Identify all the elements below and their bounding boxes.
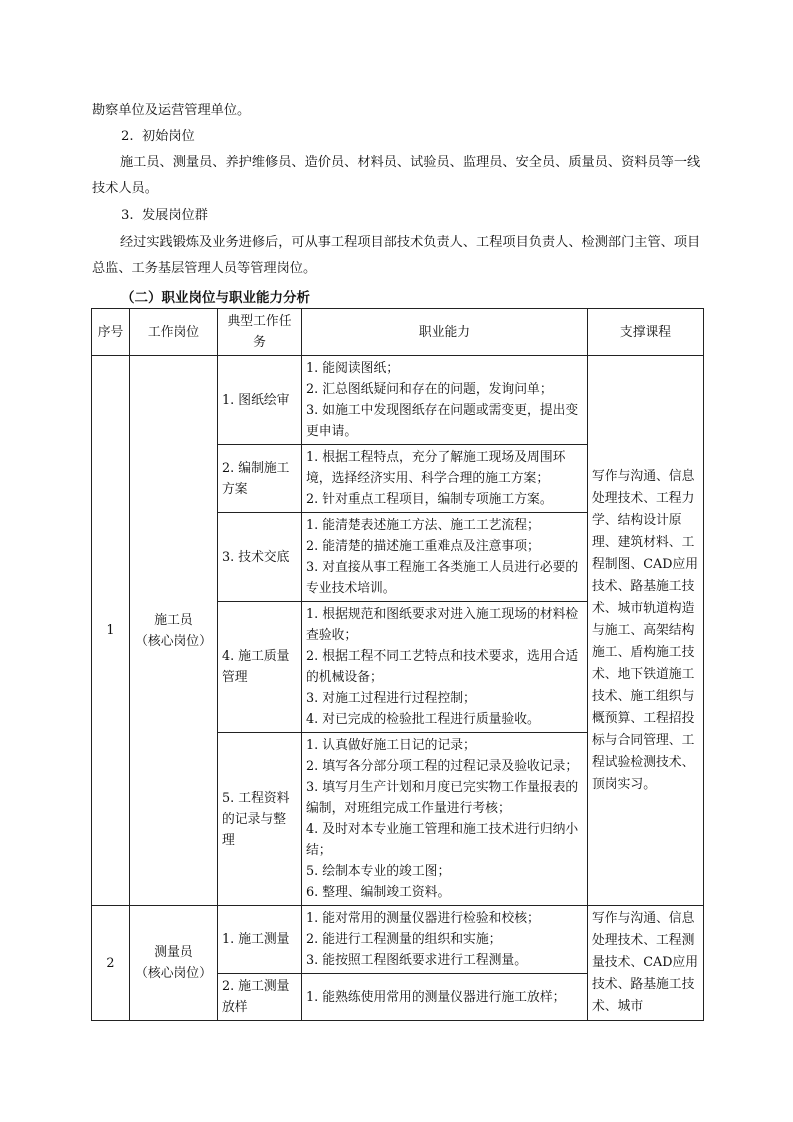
ability-item: 2. 针对重点工程项目，编制专项施工方案。 [306, 492, 553, 507]
ability-item: 2. 能进行工程测量的组织和实施； [306, 932, 502, 947]
seq-cell: 2 [92, 906, 130, 1021]
ability-item: 5. 绘制本专业的竣工图； [306, 864, 451, 879]
header-seq: 序号 [92, 309, 130, 356]
ability-cell [302, 733, 588, 906]
intro-line: 勘察单位及运营管理单位。 [92, 103, 251, 118]
header-task: 典型工作任务 [218, 309, 302, 356]
ability-item: 1. 能清楚表述施工方法、施工工艺流程； [306, 518, 540, 533]
position-cell [130, 906, 218, 1021]
ability-item: 1. 能熟练使用常用的测量仪器进行施工放样； [306, 989, 566, 1005]
table-row [92, 356, 704, 445]
task-cell: 2. 编制施工方案 [218, 445, 302, 513]
ability-item: 3. 填写月生产计划和月度已完实物工作量报表的编制，对班组完成工作量进行考核； [306, 780, 579, 816]
task-cell: 2. 施工测量放样 [218, 974, 302, 1021]
ability-cell [302, 906, 588, 974]
header-course: 支撑课程 [588, 309, 704, 356]
ability-item: 2. 汇总图纸疑问和存在的问题，发询问单； [306, 382, 553, 397]
position-cell [130, 356, 218, 906]
ability-item: 1. 根据工程特点，充分了解施工现场及周围环境，选择经济实用、科学合理的施工方案； [306, 450, 566, 486]
ability-item: 3. 对施工过程进行过程控制； [306, 691, 476, 706]
develop-title: 发展岗位群 [141, 208, 208, 223]
task-cell: 3. 技术交底 [218, 513, 302, 602]
position-name: 施工员 [154, 612, 193, 628]
ability-cell [302, 513, 588, 602]
ability-item: 3. 对直接从事工程施工各类施工人员进行必要的专业技术培训。 [306, 560, 579, 596]
task-cell: 5. 工程资料的记录与整理 [218, 733, 302, 906]
ability-cell [302, 356, 588, 445]
ability-cell [302, 445, 588, 513]
ability-item: 4. 及时对本专业施工管理和施工技术进行归纳小结； [306, 822, 579, 858]
course-cell: 写作与沟通、信息处理技术、工程力学、结构设计原理、建筑材料、工程制图、CAD应用技术、路基施工技术、城市轨道构造与施工、高架结构施工、盾构施工技术、地下铁道施工技术、施工组织与概预算、工程招投标与合同管理、工程试验检测技术、顶岗实习。 [588, 356, 704, 906]
ability-item: 2. 能清楚的描述施工重难点及注意事项； [306, 539, 540, 554]
ability-item: 2. 根据工程不同工艺特点和技术要求，选用合适的机械设备； [306, 649, 579, 685]
develop-text: 经过实践锻炼及业务进修后，可从事工程项目部技术负责人、工程项目负责人、检测部门主管、项目总监、工务基层管理人员等管理岗位。 [92, 235, 701, 276]
ability-item: 4. 对已完成的检验批工程进行质量验收。 [306, 712, 540, 727]
ability-item: 3. 如施工中发现图纸存在问题或需变更，提出变更申请。 [306, 403, 579, 439]
seq-cell: 1 [92, 356, 130, 906]
ability-item: 1. 认真做好施工日记的记录； [306, 738, 476, 753]
position-tag: （核心岗位） [135, 966, 212, 981]
task-cell: 4. 施工质量管理 [218, 602, 302, 733]
task-cell: 1. 施工测量 [218, 906, 302, 974]
task-cell: 1. 图纸绘审 [218, 356, 302, 445]
initial-text: 施工员、测量员、养护维修员、造价员、材料员、试验员、监理员、安全员、质量员、资料员等一线技术人员。 [92, 155, 701, 196]
initial-num: 2. [121, 129, 134, 144]
ability-cell [302, 974, 588, 1021]
ability-cell [302, 602, 588, 733]
initial-title: 初始岗位 [141, 129, 195, 144]
ability-item: 1. 能对常用的测量仪器进行检验和校核； [306, 911, 540, 926]
ability-item: 1. 能阅读图纸； [306, 361, 400, 376]
ability-table [91, 308, 704, 1021]
ability-item: 2. 填写各分部分项工程的过程记录及验收记录； [306, 759, 579, 774]
header-ability: 职业能力 [302, 309, 588, 356]
table-header-row [92, 309, 704, 356]
header-position: 工作岗位 [130, 309, 218, 356]
section-title: （二）职业岗位与职业能力分析 [121, 290, 310, 306]
develop-heading [121, 203, 208, 229]
course-cell: 写作与沟通、信息处理技术、工程测量技术、CAD应用技术、路基施工技术、城市 [588, 906, 704, 1021]
develop-num: 3. [121, 208, 134, 223]
ability-item: 1. 根据规范和图纸要求对进入施工现场的材料检查验收； [306, 607, 579, 643]
ability-item: 6. 整理、编制竣工资料。 [306, 885, 451, 900]
position-tag: （核心岗位） [135, 633, 212, 649]
position-name: 测量员 [154, 945, 193, 960]
table-row [92, 906, 704, 974]
ability-item: 3. 能按照工程图纸要求进行工程测量。 [306, 953, 528, 968]
initial-heading [121, 124, 195, 150]
